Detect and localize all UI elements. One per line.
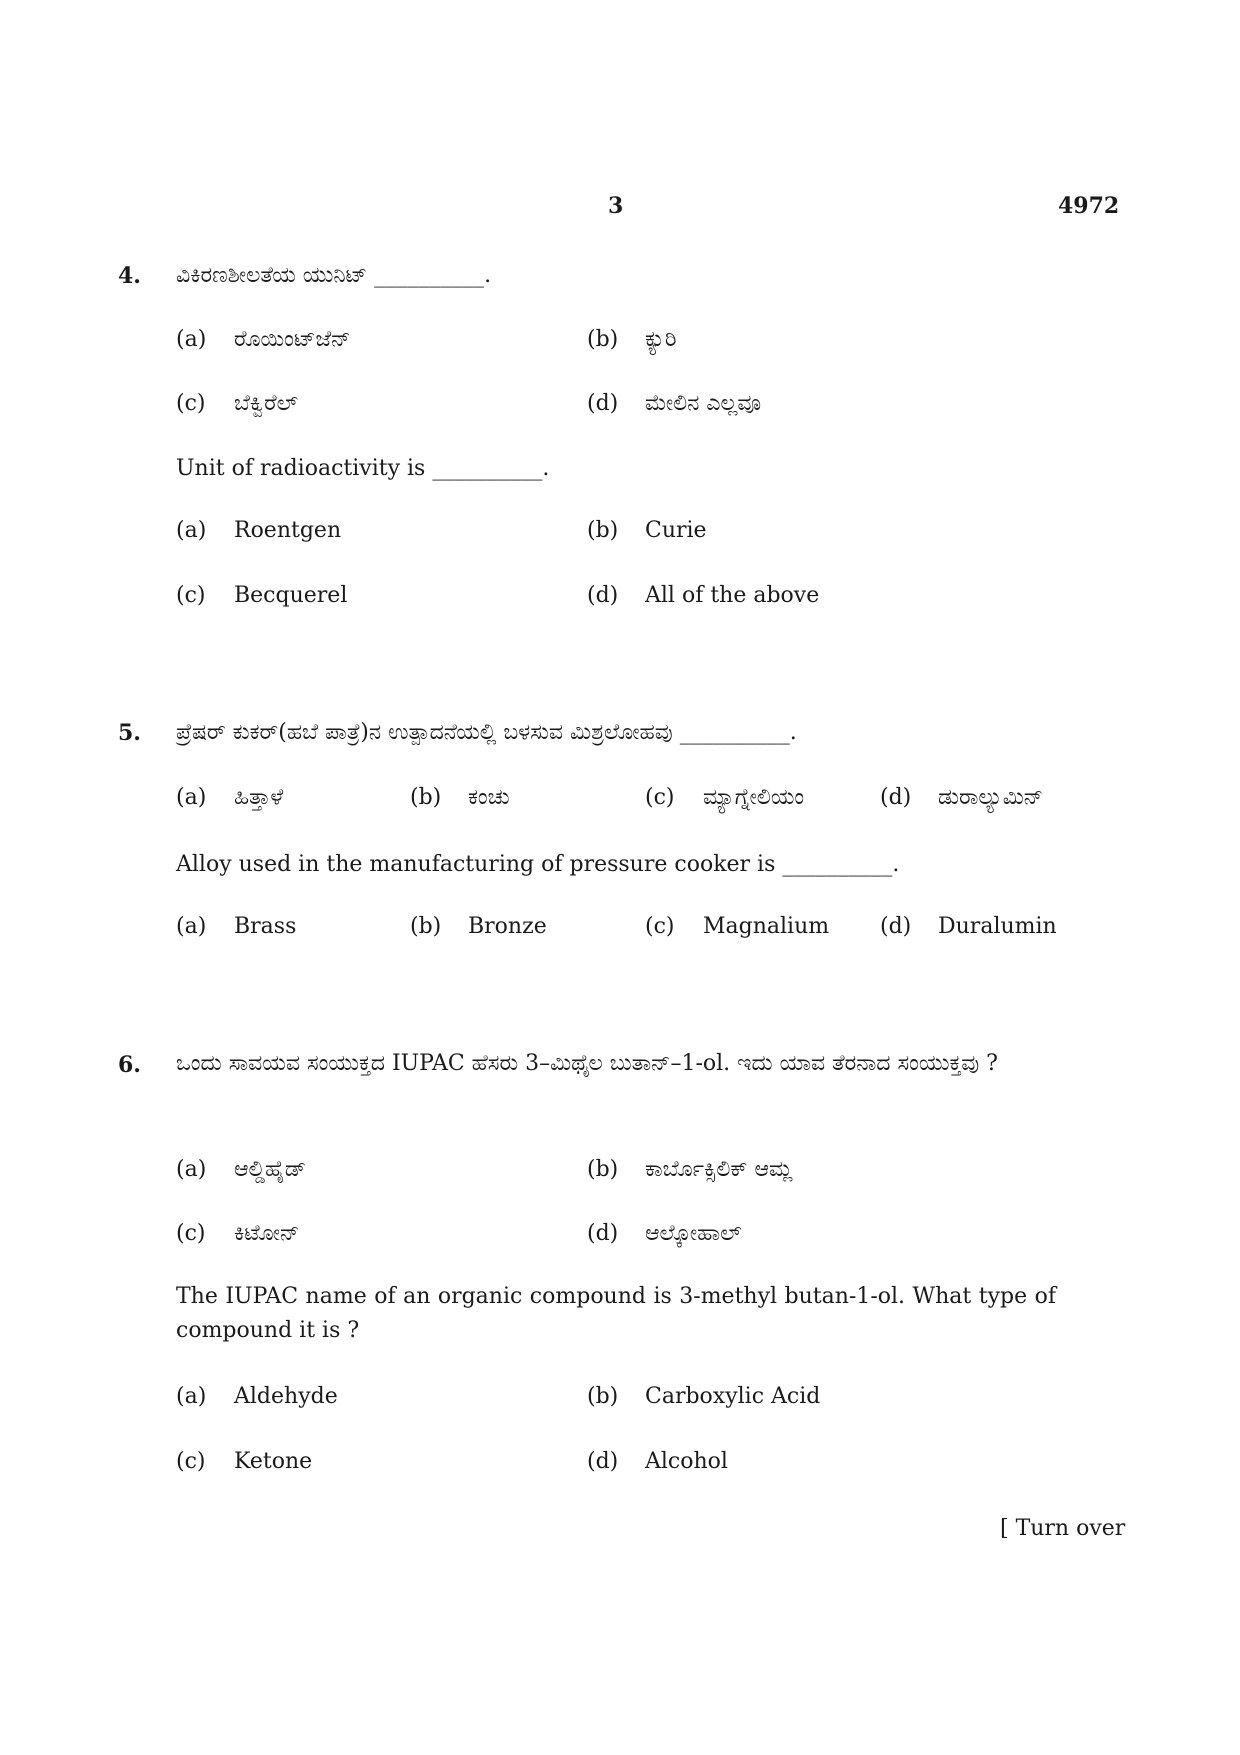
q4-en-option-b-text: Curie	[645, 518, 707, 543]
q4-kn-option-a-text: ರೊಯಿಂಟ್‌ಜೆನ್	[234, 327, 351, 352]
q4-en-option-c-text: Becquerel	[234, 583, 348, 608]
q6-en-option-d-text: Alcohol	[645, 1449, 728, 1474]
q5-en-option-d-text: Duralumin	[938, 914, 1057, 939]
q6-en-option-a-text: Aldehyde	[234, 1384, 338, 1409]
turn-over-note: [ Turn over	[1000, 1516, 1126, 1541]
q6-kn-option-a-letter: (a)	[176, 1157, 207, 1182]
q6-en-option-b-text: Carboxylic Acid	[645, 1384, 821, 1409]
q4-en-option-a-text: Roentgen	[234, 518, 342, 543]
paper-code: 4972	[1058, 193, 1120, 219]
q6-kn-option-d-text: ಆಲ್ಕೋಹಾಲ್	[645, 1221, 742, 1246]
q5-kn-option-d-text: ಡುರಾಲ್ಯುಮಿನ್	[938, 785, 1044, 810]
question-number-4: 4.	[118, 263, 141, 289]
q5-kn-option-a-letter: (a)	[176, 785, 207, 810]
q5-en-option-c-text: Magnalium	[703, 914, 830, 939]
q6-kn-option-b-text: ಕಾರ್ಬೊಕ್ಸಿಲಿಕ್ ಆಮ್ಲ	[645, 1157, 793, 1182]
q4-kn-option-b-letter: (b)	[587, 327, 619, 352]
question-5-kannada-text: ಪ್ರೆಷರ್ ಕುಕರ್(ಹಬೆ ಪಾತ್ರೆ)ನ ಉತ್ಪಾದನೆಯಲ್ಲಿ ಬಳಸುವ ಮಿಶ್ರಲೋಹವು __________.	[176, 720, 797, 745]
q5-kn-option-b-text: ಕಂಚು	[468, 785, 510, 810]
q4-kn-option-d-text: ಮೇಲಿನ ಎಲ್ಲವೂ	[645, 391, 762, 416]
q4-en-option-d-text: All of the above	[645, 583, 820, 608]
q5-kn-option-c-text: ಮ್ಯಾಗ್ನೇಲಿಯಂ	[703, 785, 805, 810]
q6-en-option-d-letter: (d)	[587, 1449, 619, 1474]
q6-kn-option-d-letter: (d)	[587, 1221, 619, 1246]
q5-kn-option-a-text: ಹಿತ್ತಾಳೆ	[234, 785, 284, 810]
q6-kn-option-a-text: ಆಲ್ಡಿಹೈಡ್	[234, 1157, 306, 1182]
question-6-english-text: The IUPAC name of an organic compound is 3-methyl butan-1-ol. What type of compound it is ?	[176, 1284, 1056, 1343]
page-number: 3	[608, 193, 624, 219]
question-number-6: 6.	[118, 1052, 141, 1078]
q6-en-option-a-letter: (a)	[176, 1384, 207, 1409]
q5-en-option-d-letter: (d)	[880, 914, 912, 939]
q4-en-option-d-letter: (d)	[587, 583, 619, 608]
question-number-5: 5.	[118, 720, 141, 746]
q6-en-option-b-letter: (b)	[587, 1384, 619, 1409]
q5-en-option-b-letter: (b)	[410, 914, 442, 939]
q4-en-option-b-letter: (b)	[587, 518, 619, 543]
q6-en-option-c-text: Ketone	[234, 1449, 313, 1474]
q4-kn-option-a-letter: (a)	[176, 327, 207, 352]
q4-en-option-c-letter: (c)	[176, 583, 206, 608]
q4-kn-option-c-text: ಬೆಕ್ವಿರೆಲ್	[234, 391, 299, 416]
q5-kn-option-c-letter: (c)	[645, 785, 675, 810]
q4-en-option-a-letter: (a)	[176, 518, 207, 543]
q6-kn-option-c-letter: (c)	[176, 1221, 206, 1246]
q5-kn-option-d-letter: (d)	[880, 785, 912, 810]
question-6-kannada-text: ಒಂದು ಸಾವಯವ ಸಂಯುಕ್ತದ IUPAC ಹೆಸರು 3–ಮಿಥೈಲ ಬುತಾನ್–1-ol. ಇದು ಯಾವ ತೆರನಾದ ಸಂಯುಕ್ತವು ?	[176, 1051, 998, 1076]
q5-en-option-c-letter: (c)	[645, 914, 675, 939]
q6-kn-option-b-letter: (b)	[587, 1157, 619, 1182]
question-4-english-text: Unit of radioactivity is __________.	[176, 456, 550, 481]
q5-en-option-a-letter: (a)	[176, 914, 207, 939]
q6-kn-option-c-text: ಕಿಟೋನ್	[234, 1221, 300, 1246]
q5-en-option-b-text: Bronze	[468, 914, 547, 939]
q4-kn-option-c-letter: (c)	[176, 391, 206, 416]
q4-kn-option-b-text: ಕ್ಯುರಿ	[645, 327, 677, 352]
q4-kn-option-d-letter: (d)	[587, 391, 619, 416]
q6-en-option-c-letter: (c)	[176, 1449, 206, 1474]
question-5-english-text: Alloy used in the manufacturing of pressure cooker is __________.	[176, 852, 900, 877]
q5-kn-option-b-letter: (b)	[410, 785, 442, 810]
question-4-kannada-text: ವಿಕಿರಣಶೀಲತೆಯ ಯುನಿಟ್ __________.	[176, 263, 492, 288]
q5-en-option-a-text: Brass	[234, 914, 297, 939]
